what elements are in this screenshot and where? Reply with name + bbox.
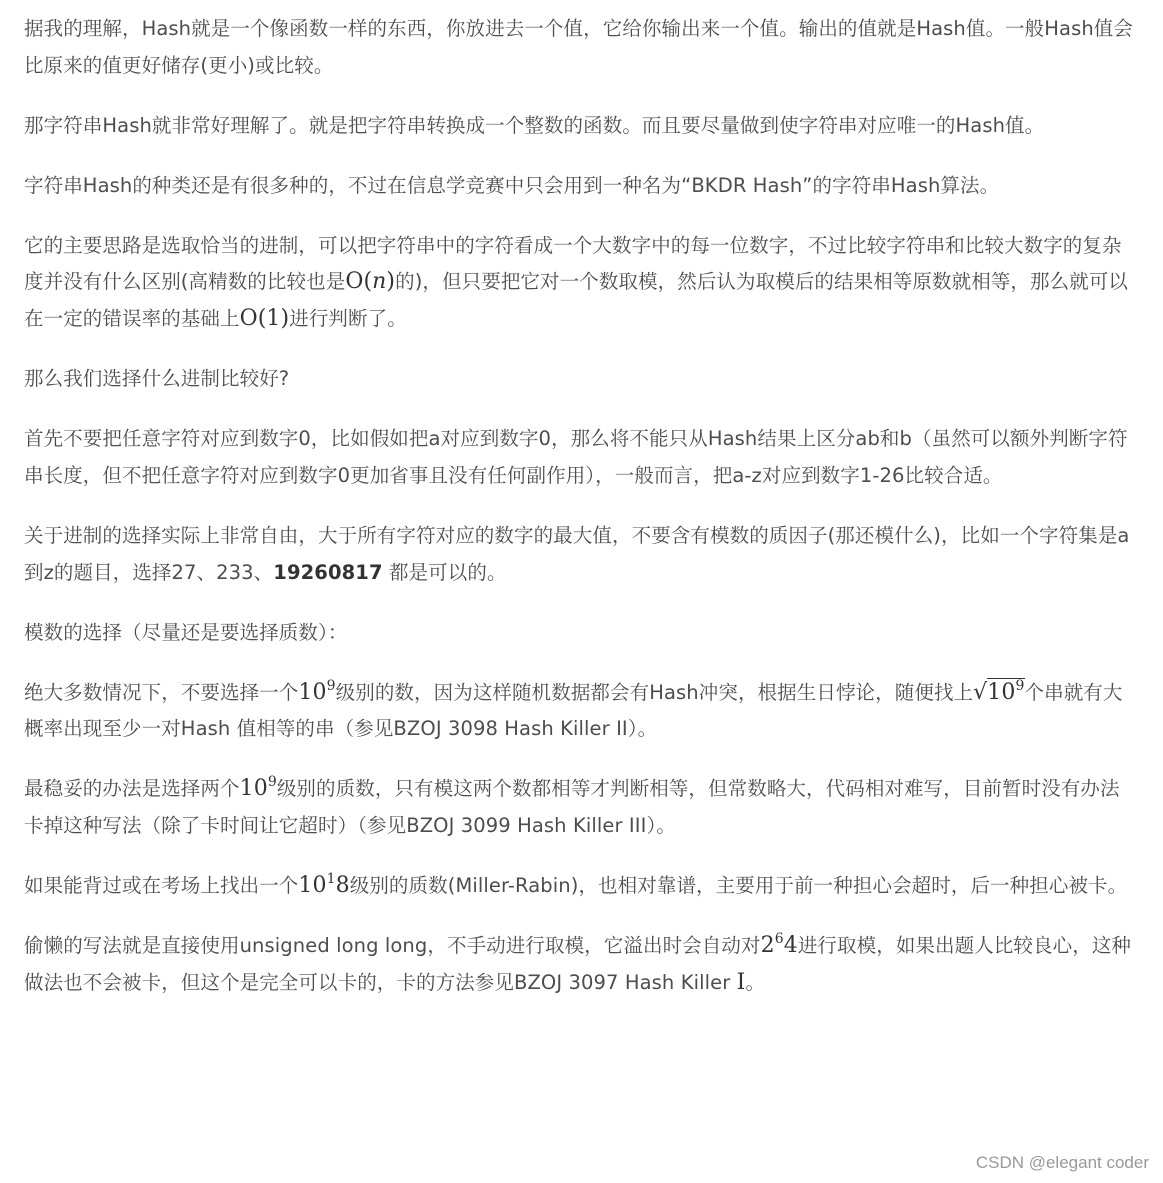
paragraph-modulus-heading: 模数的选择（尽量还是要选择质数）： xyxy=(24,620,348,644)
paragraph-large-prime: 如果能背过或在考场上找出一个$10^18$级别的质数(Miller-Rabin)，也相对靠谱，主要用于前一种担心会超时，后一种担心被卡。 xyxy=(24,871,1128,899)
sqrt-icon: √ xyxy=(973,679,988,705)
paragraph-birthday-paradox: 绝大多数情况下，不要选择一个$10^9$级别的数，因为这样随机数据都会有Hash冲突，根据生日悖论，随便找上$√10^9$个串就有大概率出现至少一对Hash 值相等的串（参见BZOJ 3098 Hash Killer II）。 xyxy=(24,675,1136,748)
paragraph-double-mod: 最稳妥的办法是选择两个$10^9$级别的质数，只有模这两个数都相等才判断相等，但常数略大，代码相对难写，目前暂时没有办法卡掉这种写法（除了卡时间让它超时）（参见BZOJ 3099 Hash Killer III）。 xyxy=(24,774,1120,837)
paragraph-base-question: 那么我们选择什么进制比较好? xyxy=(24,367,290,391)
paragraph-base-choice: 关于进制的选择实际上非常自由，大于所有字符对应的数字的最大值，不要含有模数的质因子(那还模什么)，比如一个字符集是a到z的题目，选择27、233、19260817 都是可以的。 xyxy=(24,523,1130,584)
math-sqrt-10-pow-9: $√10^9$ xyxy=(973,677,1025,705)
paragraph-bkdr-hash: 字符串Hash的种类还是有很多种的，不过在信息学竞赛中只会用到一种名为“BKDR Hash”的字符串Hash算法。 xyxy=(24,173,1000,197)
paragraph-no-zero: 首先不要把任意字符对应到数字0，比如假如把a对应到数字0，那么将不能只从Hash结果上区分ab和b（虽然可以额外判断字符串长度，但不把任意字符对应到数字0更加省事且没有任何副作用），一般而言，把a-z对应到数字1-26比较合适。 xyxy=(24,427,1128,487)
math-o-1: O(1) xyxy=(239,306,290,332)
article-body xyxy=(24,11,1136,1025)
math-10-pow-9: $10^9$ xyxy=(298,677,336,705)
paragraph-main-idea: 它的主要思路是选取恰当的进制，可以把字符串中的字符看成一个大数字中的每一位数字，不过比较字符串和比较大数字的复杂度并没有什么区别(高精数的比较也是O(n)的)，但只要把它对一个数取模，然后认为取模后的结果相等原数就相等，那么就可以在一定的错误率的基础上O(1)进行判断了。 xyxy=(24,233,1129,332)
math-2-pow-64: $2^64$ xyxy=(760,931,798,959)
math-o-n: O(n) xyxy=(345,269,396,295)
bold-number: 19260817 xyxy=(273,560,383,584)
math-10-pow-18: $10^18$ xyxy=(298,871,350,899)
paragraph-hash-definition: 据我的理解，Hash就是一个像函数一样的东西，你放进去一个值，它给你输出来一个值。输出的值就是Hash值。一般Hash值会比原来的值更好储存(更小)或比较。 xyxy=(24,17,1133,77)
math-roman-one: I xyxy=(736,969,746,995)
csdn-watermark: CSDN @elegant coder xyxy=(975,1153,1149,1172)
paragraph-string-hash: 那字符串Hash就非常好理解了。就是把字符串转换成一个整数的函数。而且要尽量做到使字符串对应唯一的Hash值。 xyxy=(24,113,1045,137)
paragraph-unsigned-overflow: 偷懒的写法就是直接使用unsigned long long，不手动进行取模，它溢出时会自动对$2^64$进行取模，如果出题人比较良心，这种做法也不会被卡，但这个是完全可以卡的，卡的方法参见BZOJ 3097 Hash Killer I。 xyxy=(24,931,1132,995)
math-10-pow-9: $10^9$ xyxy=(239,774,277,802)
